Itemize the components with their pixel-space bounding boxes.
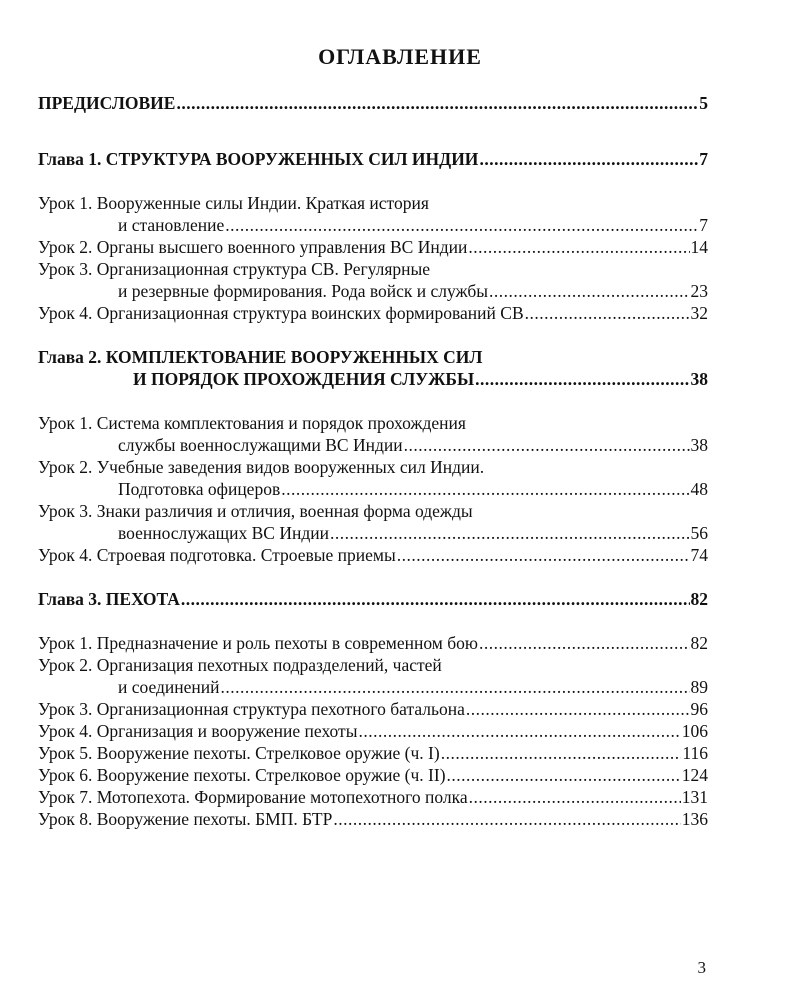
toc-lesson[interactable] (38, 742, 708, 764)
entry-page-number: 32 (690, 303, 708, 323)
entry-page-number: 38 (690, 369, 708, 389)
toc-lesson[interactable] (38, 302, 708, 324)
entry-page-number: 131 (681, 787, 708, 807)
lesson-title: Урок 2. Органы высшего военного управления ВС Индии (38, 237, 468, 257)
toc-lesson[interactable] (38, 412, 708, 456)
entry-page-number: 7 (699, 149, 708, 169)
dot-leader (468, 236, 689, 258)
dot-leader (225, 214, 698, 236)
chapter-title-cont: И ПОРЯДОК ПРОХОЖДЕНИЯ СЛУЖБЫ (133, 369, 475, 389)
lesson-title-cont: и резервные формирования. Рода войск и службы (118, 281, 489, 301)
dot-leader (358, 720, 680, 742)
lesson-title: Урок 3. Организационная структура СВ. Регулярные (38, 259, 431, 279)
dot-leader (441, 742, 682, 764)
toc-lesson[interactable] (38, 654, 708, 698)
lesson-title: Урок 4. Организация и вооружение пехоты (38, 721, 358, 741)
entry-page-number: 14 (690, 237, 708, 257)
lesson-title: Урок 8. Вооружение пехоты. БМП. БТР (38, 809, 333, 829)
dot-leader (475, 368, 689, 390)
toc-lesson[interactable] (38, 698, 708, 720)
toc-lesson[interactable] (38, 764, 708, 786)
dot-leader (176, 92, 698, 114)
lesson-title: Урок 2. Учебные заведения видов вооруженных сил Индии. (38, 457, 485, 477)
chapter-title: Глава 2. КОМПЛЕКТОВАНИЕ ВООРУЖЕННЫХ СИЛ (38, 347, 483, 367)
lesson-title: Урок 1. Вооруженные силы Индии. Краткая история (38, 193, 429, 213)
dot-leader (404, 434, 690, 456)
toc-lesson[interactable] (38, 786, 708, 808)
toc-chapter-3[interactable] (38, 588, 708, 610)
lesson-title: Урок 1. Предназначение и роль пехоты в современном бою (38, 633, 478, 653)
table-of-contents (38, 92, 708, 830)
lesson-title-cont: военнослужащих ВС Индии (118, 523, 329, 543)
toc-lesson[interactable] (38, 456, 708, 500)
dot-leader (447, 764, 681, 786)
entry-label: ПРЕДИСЛОВИЕ (38, 93, 176, 113)
toc-lesson[interactable] (38, 236, 708, 258)
toc-entry-preface[interactable] (38, 92, 708, 114)
lesson-title: Урок 7. Мотопехота. Формирование мотопехотного полка (38, 787, 468, 807)
entry-page-number: 106 (681, 721, 708, 741)
entry-page-number: 5 (699, 93, 708, 113)
entry-page-number: 23 (690, 281, 708, 301)
lesson-title: Урок 4. Строевая подготовка. Строевые приемы (38, 545, 396, 565)
entry-page-number: 96 (690, 699, 708, 719)
dot-leader (469, 786, 681, 808)
lesson-title: Урок 6. Вооружение пехоты. Стрелковое оружие (ч. II) (38, 765, 446, 785)
toc-lesson[interactable] (38, 500, 708, 544)
toc-lesson[interactable] (38, 808, 708, 830)
dot-leader (397, 544, 690, 566)
lesson-title: Урок 2. Организация пехотных подразделений, частей (38, 655, 442, 675)
dot-leader (489, 280, 689, 302)
lesson-title: Урок 1. Система комплектования и порядок прохождения (38, 413, 466, 433)
dot-leader (181, 588, 690, 610)
toc-title: ОГЛАВЛЕНИЕ (318, 44, 482, 69)
dot-leader (479, 148, 698, 170)
toc-lesson[interactable] (38, 720, 708, 742)
dot-leader (221, 676, 690, 698)
dot-leader (479, 632, 690, 654)
entry-page-number: 116 (682, 743, 708, 763)
dot-leader (330, 522, 690, 544)
entry-page-number: 82 (690, 633, 708, 653)
toc-lesson[interactable] (38, 258, 708, 302)
chapter-title: Глава 3. ПЕХОТА (38, 589, 180, 609)
lesson-title-cont: и соединений (118, 677, 220, 697)
entry-page-number: 124 (681, 765, 708, 785)
entry-page-number: 48 (690, 479, 708, 499)
toc-lesson[interactable] (38, 192, 708, 236)
page-number: 3 (697, 958, 706, 977)
lesson-title: Урок 4. Организационная структура воинских формирований СВ (38, 303, 524, 323)
lesson-title: Урок 5. Вооружение пехоты. Стрелковое оружие (ч. I) (38, 743, 440, 763)
entry-page-number: 56 (690, 523, 708, 543)
lesson-title-cont: службы военнослужащими ВС Индии (118, 435, 403, 455)
dot-leader (281, 478, 689, 500)
toc-chapter-2[interactable] (38, 346, 708, 390)
entry-page-number: 82 (690, 589, 708, 609)
lesson-title-cont: Подготовка офицеров (118, 479, 281, 499)
lesson-title: Урок 3. Организационная структура пехотного батальона (38, 699, 465, 719)
toc-lesson[interactable] (38, 544, 708, 566)
chapter-title: Глава 1. СТРУКТУРА ВООРУЖЕННЫХ СИЛ ИНДИИ (38, 149, 479, 169)
entry-page-number: 38 (690, 435, 708, 455)
lesson-title: Урок 3. Знаки различия и отличия, военная форма одежды (38, 501, 473, 521)
toc-chapter-1[interactable] (38, 148, 708, 170)
lesson-title-cont: и становление (118, 215, 225, 235)
toc-lesson[interactable] (38, 632, 708, 654)
dot-leader (525, 302, 690, 324)
entry-page-number: 7 (699, 215, 708, 235)
dot-leader (333, 808, 680, 830)
entry-page-number: 74 (690, 545, 708, 565)
entry-page-number: 89 (690, 677, 708, 697)
dot-leader (466, 698, 690, 720)
entry-page-number: 136 (681, 809, 708, 829)
